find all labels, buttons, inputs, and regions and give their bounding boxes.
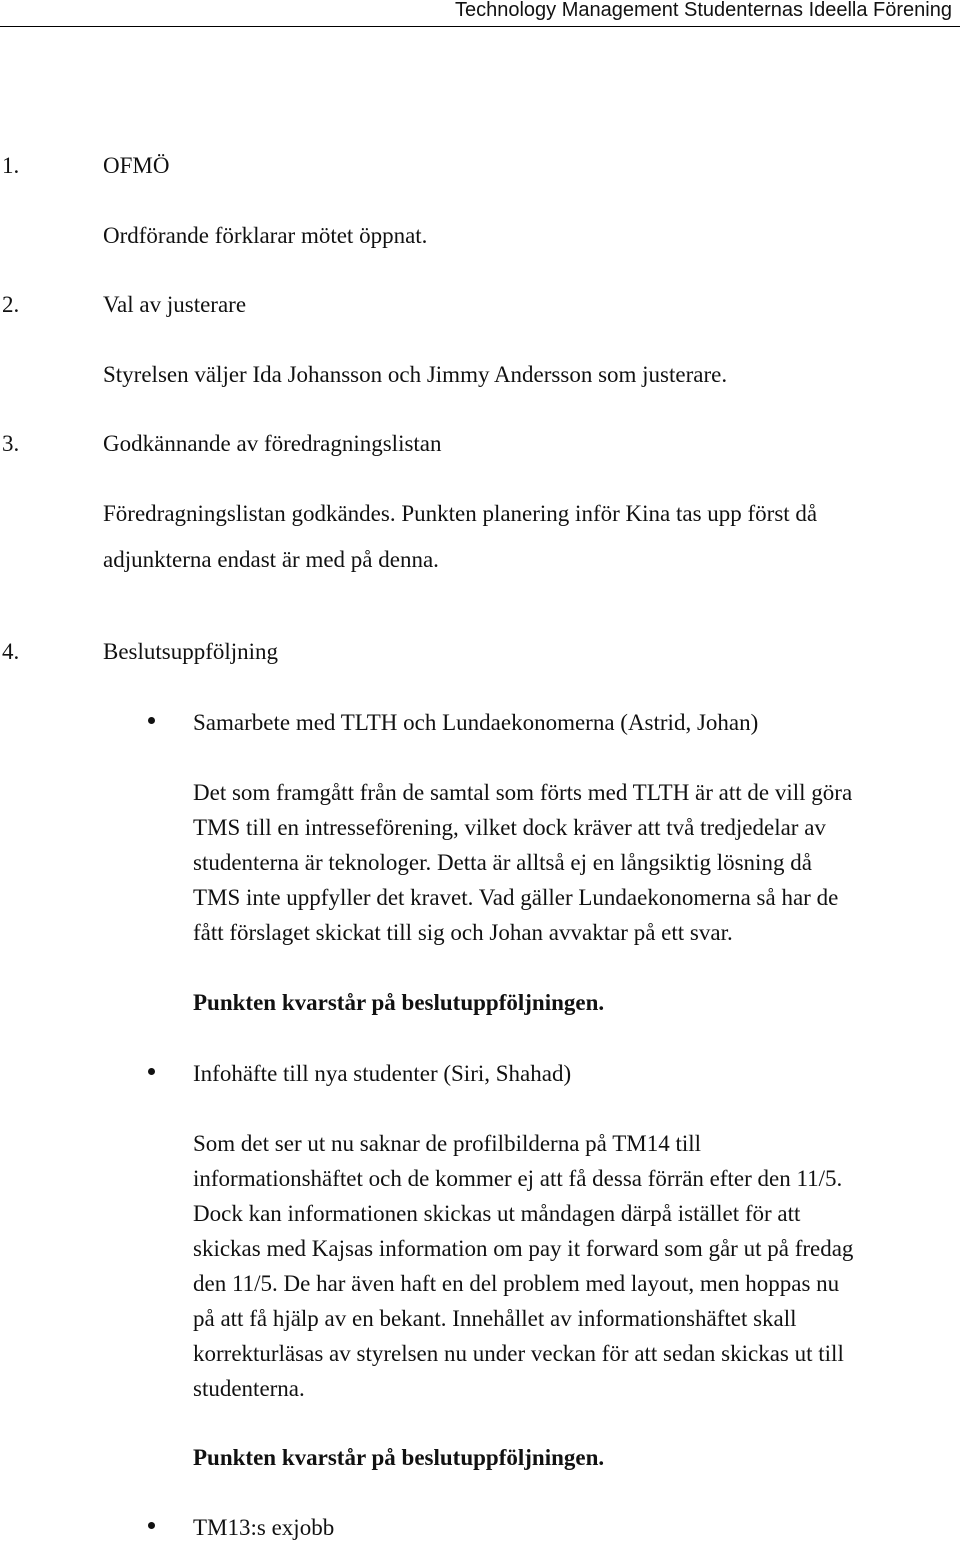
item-body-line: skickas med Kajsas information om pay it forward som går ut på fredag bbox=[193, 1236, 854, 1261]
item-body-line: TMS till en intresseförening, vilket dock kräver att två tredjedelar av bbox=[193, 815, 826, 840]
item-body-line: informationshäftet och de kommer ej att få dessa förrän efter den 11/5. bbox=[193, 1166, 843, 1191]
bullet-icon bbox=[148, 717, 155, 724]
item-body-line: korrekturläsas av styrelsen nu under veckan för att sedan skickas ut till bbox=[193, 1341, 844, 1366]
header-divider bbox=[0, 26, 960, 27]
item-body-line: på att få hjälp av en bekant. Innehållet av informationshäftet skall bbox=[193, 1306, 797, 1331]
item-title: Samarbete med TLTH och Lundaekonomerna (Astrid, Johan) bbox=[193, 710, 759, 735]
bullet-icon bbox=[148, 1068, 155, 1075]
section-number: 2. bbox=[2, 292, 20, 317]
item-body-line: Som det ser ut nu saknar de profilbilderna på TM14 till bbox=[193, 1131, 702, 1156]
item-conclusion: Punkten kvarstår på beslutuppföljningen. bbox=[193, 1445, 605, 1470]
item-body-line: den 11/5. De har även haft en del problem med layout, men hoppas nu bbox=[193, 1271, 840, 1296]
section-body-line: adjunkterna endast är med på denna. bbox=[103, 547, 439, 572]
item-body-line: Det som framgått från de samtal som förts med TLTH är att de vill göra bbox=[193, 780, 853, 805]
section-body-line: Föredragningslistan godkändes. Punkten planering inför Kina tas upp först då bbox=[103, 501, 818, 526]
section-body-line: Ordförande förklarar mötet öppnat. bbox=[103, 223, 428, 248]
item-title: TM13:s exjobb bbox=[193, 1515, 335, 1540]
section-title: Val av justerare bbox=[103, 292, 247, 317]
section-number: 1. bbox=[2, 153, 20, 178]
section-title: Beslutsuppföljning bbox=[103, 639, 279, 664]
section-number: 4. bbox=[2, 639, 20, 664]
section-title: Godkännande av föredragningslistan bbox=[103, 431, 442, 456]
bullet-icon bbox=[148, 1522, 155, 1529]
item-conclusion: Punkten kvarstår på beslutuppföljningen. bbox=[193, 990, 605, 1015]
item-body-line: studenterna. bbox=[193, 1376, 305, 1401]
section-title: OFMÖ bbox=[103, 153, 170, 178]
item-body-line: Dock kan informationen skickas ut måndagen därpå istället för att bbox=[193, 1201, 801, 1226]
item-body-line: studenterna är teknologer. Detta är alltså ej en långsiktig lösning då bbox=[193, 850, 812, 875]
item-title: Infohäfte till nya studenter (Siri, Shahad) bbox=[193, 1061, 572, 1086]
item-body-line: fått förslaget skickat till sig och Johan avvaktar på ett svar. bbox=[193, 920, 733, 945]
section-body-line: Styrelsen väljer Ida Johansson och Jimmy Andersson som justerare. bbox=[103, 362, 728, 387]
section-number: 3. bbox=[2, 431, 20, 456]
document-header-title: Technology Management Studenternas Ideella Förening bbox=[455, 0, 952, 21]
item-body-line: TMS inte uppfyller det kravet. Vad gäller Lundaekonomerna så har de bbox=[193, 885, 839, 910]
